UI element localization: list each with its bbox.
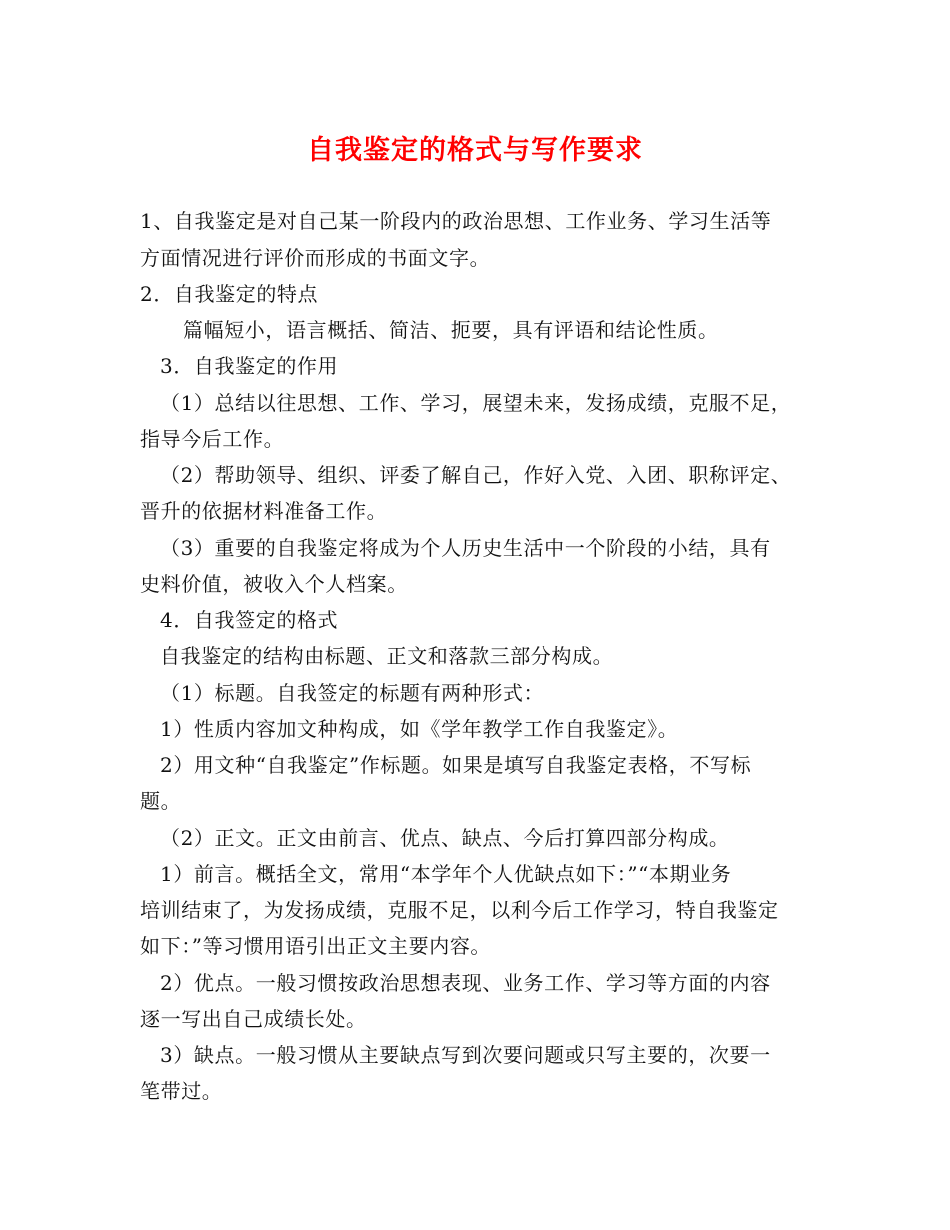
body-line: 如下：”等习惯用语引出正文主要内容。 — [140, 934, 492, 958]
body-line: 逐一写出自己成绩长处。 — [140, 1007, 367, 1031]
document-title: 自我鉴定的格式与写作要求 — [307, 135, 643, 166]
section-heading: 4．自我签定的格式 — [160, 608, 339, 632]
body-line: （1）总结以往思想、工作、学习，展望未来，发扬成绩，克服不足， — [160, 391, 792, 415]
body-line: 史料价值，被收入个人档案。 — [140, 572, 408, 596]
body-line: 笔带过。 — [140, 1079, 223, 1103]
body-line: 1）性质内容加文种构成，如《学年教学工作自我鉴定》。 — [160, 717, 679, 741]
section-heading: 3．自我鉴定的作用 — [160, 354, 339, 378]
body-line: 2）优点。一般习惯按政治思想表现、业务工作、学习等方面的内容 — [160, 971, 771, 995]
body-line: 篇幅短小，语言概括、简洁、扼要，具有评语和结论性质。 — [183, 318, 719, 342]
body-line: （2）帮助领导、组织、评委了解自己，作好入党、入团、职称评定、 — [160, 463, 792, 487]
body-line: 晋升的依据材料准备工作。 — [140, 499, 388, 523]
body-line: 3）缺点。一般习惯从主要缺点写到次要问题或只写主要的，次要一 — [160, 1043, 771, 1067]
body-line: 题。 — [140, 789, 182, 813]
body-line: （2）正文。正文由前言、优点、缺点、今后打算四部分构成。 — [160, 826, 730, 850]
body-line: 指导今后工作。 — [140, 427, 285, 451]
body-line: 1）前言。概括全文，常用“本学年个人优缺点如下：”“本期业务 — [160, 862, 732, 886]
body-line: （1）标题。自我签定的标题有两种形式： — [160, 681, 545, 705]
body-line: 1、自我鉴定是对自己某一阶段内的政治思想、工作业务、学习生活等 — [140, 209, 772, 233]
body-line: 2）用文种“自我鉴定”作标题。如果是填写自我鉴定表格，不写标 — [160, 753, 752, 777]
body-line: 培训结束了，为发扬成绩，克服不足，以利今后工作学习，特自我鉴定 — [140, 898, 779, 922]
body-line: 方面情况进行评价而形成的书面文字。 — [140, 246, 491, 270]
body-line: 自我鉴定的结构由标题、正文和落款三部分构成。 — [160, 644, 614, 668]
body-line: （3）重要的自我鉴定将成为个人历史生活中一个阶段的小结，具有 — [160, 536, 771, 560]
section-heading: 2．自我鉴定的特点 — [140, 282, 319, 306]
